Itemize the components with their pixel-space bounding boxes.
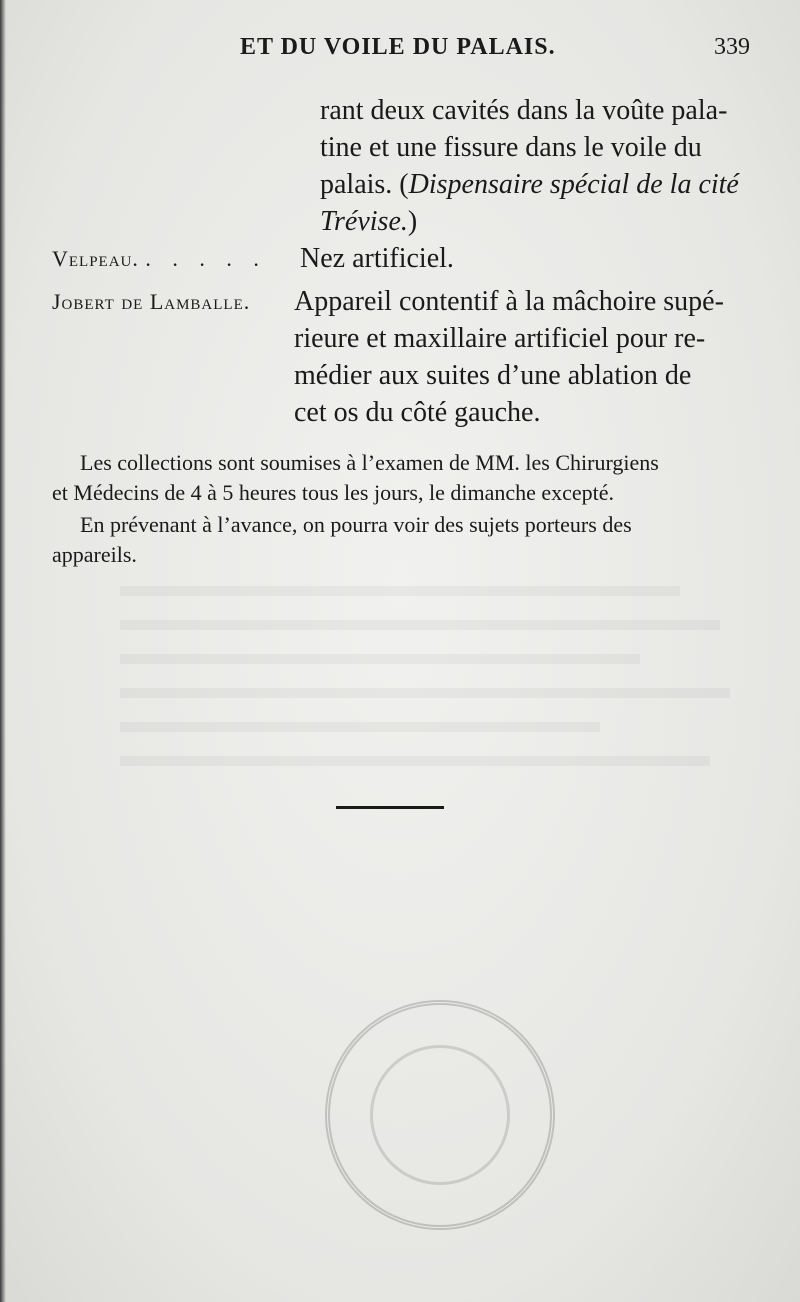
- entry-line: tine et une fissure dans le voile du: [320, 132, 702, 163]
- entry-name: [52, 240, 267, 277]
- notice-line: En prévenant à l’avance, on pourra voir des sujets porteurs des: [80, 512, 632, 537]
- entry-line-text: palais. (: [320, 169, 409, 200]
- section-divider-rule: [336, 806, 444, 809]
- entry-description: Nez artificiel.: [300, 243, 454, 274]
- entry-continuation: [320, 92, 748, 240]
- bleed-through-texture: [120, 540, 760, 790]
- entry-line-italic: Dispensaire spécial de la cité: [408, 169, 739, 200]
- entry-description: [294, 283, 750, 431]
- page-header: [60, 34, 750, 74]
- entry-name: Jobert de Lamballe.: [52, 289, 251, 314]
- entry-line: [320, 166, 748, 203]
- entry-line: médier aux suites d’une ablation de: [294, 360, 692, 391]
- notice-line: et Médecins de 4 à 5 heures tous les jours, le dimanche excepté.: [52, 480, 615, 505]
- entry-name-text: Velpeau.: [52, 246, 139, 271]
- entry-line: Appareil contentif à la mâchoire supé-: [294, 286, 724, 317]
- notice-line: Les collections sont soumises à l’examen de MM. les Chirurgiens: [80, 450, 659, 475]
- entry-line: rant deux cavités dans la voûte pala-: [320, 95, 728, 126]
- page-number: 339: [714, 34, 750, 60]
- entry-line: [320, 203, 748, 240]
- entry-line: rieure et maxillaire artificiel pour re-: [294, 323, 706, 354]
- notice-line: appareils.: [52, 542, 137, 567]
- page-edge-shadow: [0, 0, 6, 1302]
- notice-paragraph: [52, 448, 752, 508]
- library-stamp: [325, 1000, 555, 1230]
- entry-line: cet os du côté gauche.: [294, 397, 541, 428]
- entry-line-italic: Trévise.: [320, 206, 408, 237]
- library-stamp-inner-ring: [370, 1045, 510, 1185]
- running-title: ET DU VOILE DU PALAIS.: [240, 34, 556, 60]
- entry-line-text: ): [407, 206, 418, 237]
- leader-dots: . . . . .: [145, 246, 267, 271]
